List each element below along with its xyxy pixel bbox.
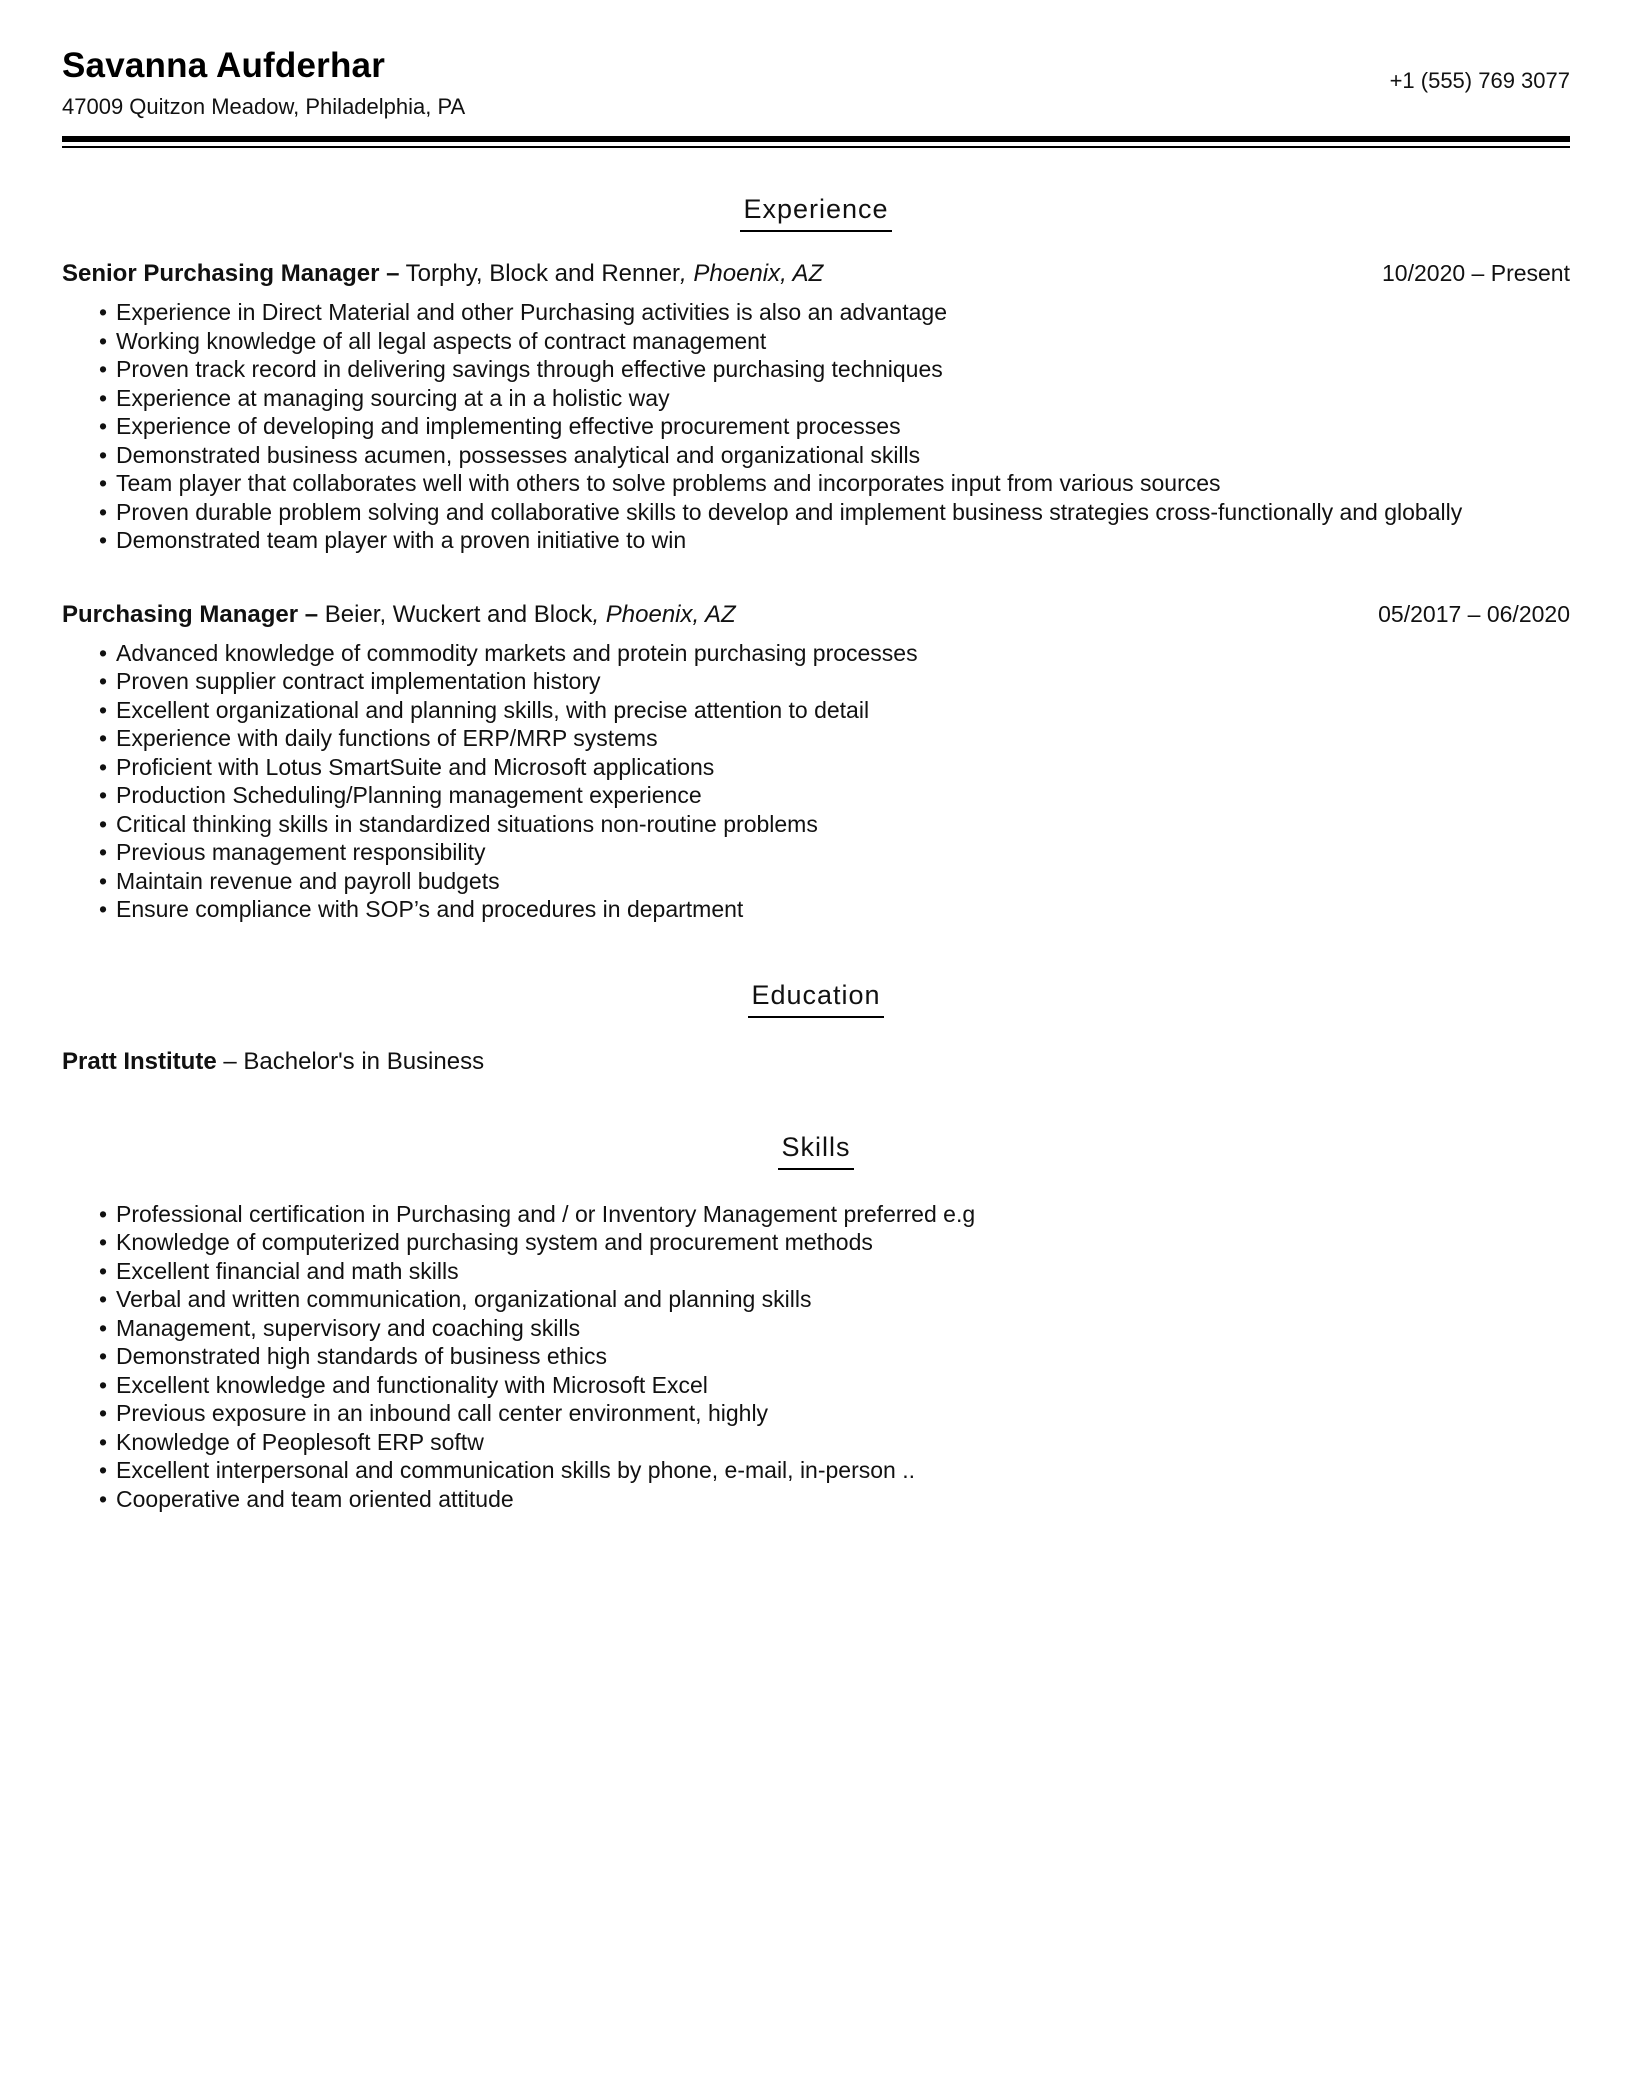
resume-header	[62, 46, 1570, 120]
bullet-item: • Verbal and written communication, organizational and planning skills	[99, 1285, 1570, 1314]
bullet-item: • Production Scheduling/Planning management experience	[99, 781, 1570, 810]
bullet-item: • Team player that collaborates well with others to solve problems and incorporates input from various sources	[99, 469, 1570, 498]
bullet-item: • Ensure compliance with SOP’s and procedures in department	[99, 895, 1570, 924]
experience-section	[62, 194, 1570, 232]
education-entry	[62, 1048, 1570, 1076]
person-phone: +1 (555) 769 3077	[1389, 68, 1570, 93]
job-title: Purchasing Manager –	[62, 600, 319, 628]
skills-section-title: Skills	[778, 1132, 853, 1170]
bullet-item: • Working knowledge of all legal aspects of contract management	[99, 327, 1570, 356]
job-company: Beier, Wuckert and Block	[318, 600, 593, 628]
bullet-item: • Professional certification in Purchasing and / or Inventory Management preferred e.g	[99, 1200, 1570, 1229]
bullet-item: • Proven durable problem solving and collaborative skills to develop and implement business strategies cross-functionally and globally	[99, 498, 1570, 527]
person-name: Savanna Aufderhar	[62, 46, 386, 85]
skills-bullet-list	[62, 1200, 1570, 1514]
person-address: 47009 Quitzon Meadow, Philadelphia, PA	[62, 94, 466, 119]
job-dates: 05/2017 – 06/2020	[1378, 600, 1570, 627]
job-header	[62, 601, 1570, 629]
job-entry-senior-purchasing-manager	[62, 260, 1570, 555]
bullet-item: • Proven track record in delivering savings through effective purchasing techniques	[99, 355, 1570, 384]
header-divider	[62, 136, 1570, 148]
bullet-item: • Experience with daily functions of ERP/MRP systems	[99, 724, 1570, 753]
job-bullet-list	[62, 298, 1570, 555]
bullet-item: • Cooperative and team oriented attitude	[99, 1485, 1570, 1514]
job-location: , Phoenix, AZ	[680, 260, 824, 287]
job-location: , Phoenix, AZ	[592, 600, 736, 628]
job-title-line	[62, 260, 823, 288]
bullet-item: • Advanced knowledge of commodity markets and protein purchasing processes	[99, 639, 1570, 668]
bullet-item: • Excellent financial and math skills	[99, 1257, 1570, 1286]
job-title: Senior Purchasing Manager –	[62, 260, 400, 287]
job-entry-purchasing-manager	[62, 601, 1570, 924]
bullet-item: • Critical thinking skills in standardized situations non-routine problems	[99, 810, 1570, 839]
job-header	[62, 260, 1570, 288]
bullet-item: • Previous management responsibility	[99, 838, 1570, 867]
education-degree: – Bachelor's in Business	[216, 1047, 485, 1075]
bullet-item: • Excellent knowledge and functionality with Microsoft Excel	[99, 1371, 1570, 1400]
education-section	[62, 980, 1570, 1018]
bullet-item: • Excellent organizational and planning skills, with precise attention to detail	[99, 696, 1570, 725]
bullet-item: • Management, supervisory and coaching skills	[99, 1314, 1570, 1343]
bullet-item: • Demonstrated team player with a proven initiative to win	[99, 526, 1570, 555]
job-bullet-list	[62, 639, 1570, 924]
education-school: Pratt Institute	[62, 1047, 217, 1075]
bullet-item: • Experience at managing sourcing at a in a holistic way	[99, 384, 1570, 413]
bullet-item: • Experience of developing and implementing effective procurement processes	[99, 412, 1570, 441]
header-left	[62, 46, 465, 120]
bullet-item: • Knowledge of computerized purchasing system and procurement methods	[99, 1228, 1570, 1257]
bullet-item: • Experience in Direct Material and other Purchasing activities is also an advantage	[99, 298, 1570, 327]
job-company: Torphy, Block and Renner	[399, 260, 681, 287]
experience-section-title: Experience	[740, 194, 891, 232]
bullet-item: • Maintain revenue and payroll budgets	[99, 867, 1570, 896]
bullet-item: • Knowledge of Peoplesoft ERP softw	[99, 1428, 1570, 1457]
skills-section	[62, 1132, 1570, 1170]
job-title-line	[62, 601, 736, 629]
job-dates: 10/2020 – Present	[1382, 260, 1570, 286]
education-section-title: Education	[748, 980, 883, 1018]
bullet-item: • Demonstrated business acumen, possesses analytical and organizational skills	[99, 441, 1570, 470]
bullet-item: • Proficient with Lotus SmartSuite and Microsoft applications	[99, 753, 1570, 782]
bullet-item: • Proven supplier contract implementation history	[99, 667, 1570, 696]
bullet-item: • Previous exposure in an inbound call center environment, highly	[99, 1399, 1570, 1428]
bullet-item: • Demonstrated high standards of business ethics	[99, 1342, 1570, 1371]
bullet-item: • Excellent interpersonal and communication skills by phone, e-mail, in-person ..	[99, 1456, 1570, 1485]
